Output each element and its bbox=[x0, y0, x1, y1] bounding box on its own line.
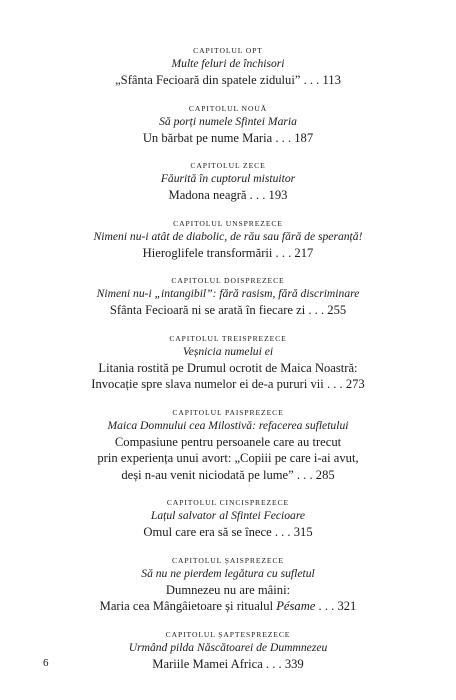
chapter-title: Sfânta Fecioară ni se arată în fiecare zi . . . 255 bbox=[109, 303, 347, 317]
chapter-label: CAPITOLUL PAISPREZECE bbox=[172, 407, 284, 417]
chapter-subtitle: Făurită în cuptorul mistuitor bbox=[160, 172, 296, 185]
chapter-title: Madona neagră . . . 193 bbox=[168, 188, 288, 202]
chapter-title-line: prin experiența unui avort: „Copiii pe care i-ai avut, bbox=[97, 451, 359, 465]
chapter-label: CAPITOLUL UNSPREZECE bbox=[173, 218, 283, 228]
chapter-title-line bbox=[0, 598, 456, 615]
toc-entry-14 bbox=[0, 408, 456, 484]
chapter-subtitle: Veșnicia numelui ei bbox=[182, 344, 274, 358]
chapter-subtitle: Să nu ne pierdem legătura cu sufletul bbox=[141, 566, 315, 580]
chapter-title-line: Litania rostită pe Drumul ocrotit de Maica Noastră: bbox=[98, 360, 358, 375]
chapter-subtitle: Maica Domnului cea Milostivă: refacerea sufletului bbox=[107, 418, 349, 432]
chapter-title-line: Compasiune pentru persoanele care au trecut bbox=[114, 434, 342, 449]
toc-entry-9 bbox=[0, 104, 456, 147]
chapter-subtitle: Lațul salvator al Sfintei Fecioare bbox=[150, 509, 306, 522]
toc-entry-8 bbox=[0, 46, 456, 89]
chapter-label: CAPITOLUL ȘAISPREZECE bbox=[172, 555, 284, 565]
table-of-contents bbox=[0, 46, 456, 687]
toc-entry-15 bbox=[0, 498, 456, 541]
chapter-label: CAPITOLUL OPT bbox=[193, 46, 263, 55]
chapter-subtitle: Nimeni nu-i atât de diabolic, de rău sau fără de speranță! bbox=[93, 229, 363, 243]
chapter-label: CAPITOLUL NOUĂ bbox=[188, 103, 268, 113]
toc-entry-13 bbox=[0, 334, 456, 393]
title-text: Maria cea Mângâietoare și ritualul bbox=[99, 599, 277, 613]
chapter-label: CAPITOLUL CINCISPREZECE bbox=[166, 498, 290, 507]
chapter-label: CAPITOLUL TREISPREZECE bbox=[169, 333, 287, 343]
chapter-subtitle: Să porți numele Sfintei Maria bbox=[159, 114, 297, 128]
chapter-title-line: Invocație spre slava numelor ei de-a pururi vii . . . 273 bbox=[91, 377, 365, 391]
page-number: 6 bbox=[43, 657, 49, 669]
chapter-title: Omul care era să se înece . . . 315 bbox=[143, 525, 313, 539]
chapter-subtitle: Urmând pilda Născătoarei de Dummnezeu bbox=[128, 640, 328, 654]
chapter-title: Mariile Mamei Africa . . . 339 bbox=[152, 656, 304, 671]
chapter-title: Hieroglifele transformării . . . 217 bbox=[142, 245, 314, 260]
chapter-title: Un bărbat pe nume Maria . . . 187 bbox=[142, 130, 314, 145]
title-page-ref: . . . 321 bbox=[315, 599, 357, 613]
chapter-title: „Sfânta Fecioară din spatele zidului” . . . 113 bbox=[115, 73, 341, 87]
toc-entry-16 bbox=[0, 556, 456, 615]
toc-entry-11 bbox=[0, 219, 456, 262]
chapter-title-line: Dumnezeu nu are mâini: bbox=[165, 582, 291, 597]
toc-entry-12 bbox=[0, 276, 456, 319]
chapter-subtitle: Nimeni nu-i „intangibil”: fără rasism, fără discriminare bbox=[96, 287, 360, 300]
title-italic-word: Pésame bbox=[276, 599, 316, 613]
toc-entry-17 bbox=[0, 630, 456, 673]
chapter-label: CAPITOLUL DOISPREZECE bbox=[171, 276, 285, 285]
chapter-label: CAPITOLUL ZECE bbox=[190, 161, 266, 170]
chapter-title-line: deși n-au venit niciodată pe lume” . . . 285 bbox=[121, 467, 335, 482]
chapter-label: CAPITOLUL ȘAPTESPREZECE bbox=[165, 629, 291, 639]
toc-entry-10 bbox=[0, 161, 456, 204]
chapter-subtitle: Multe feluri de închisori bbox=[171, 57, 285, 70]
